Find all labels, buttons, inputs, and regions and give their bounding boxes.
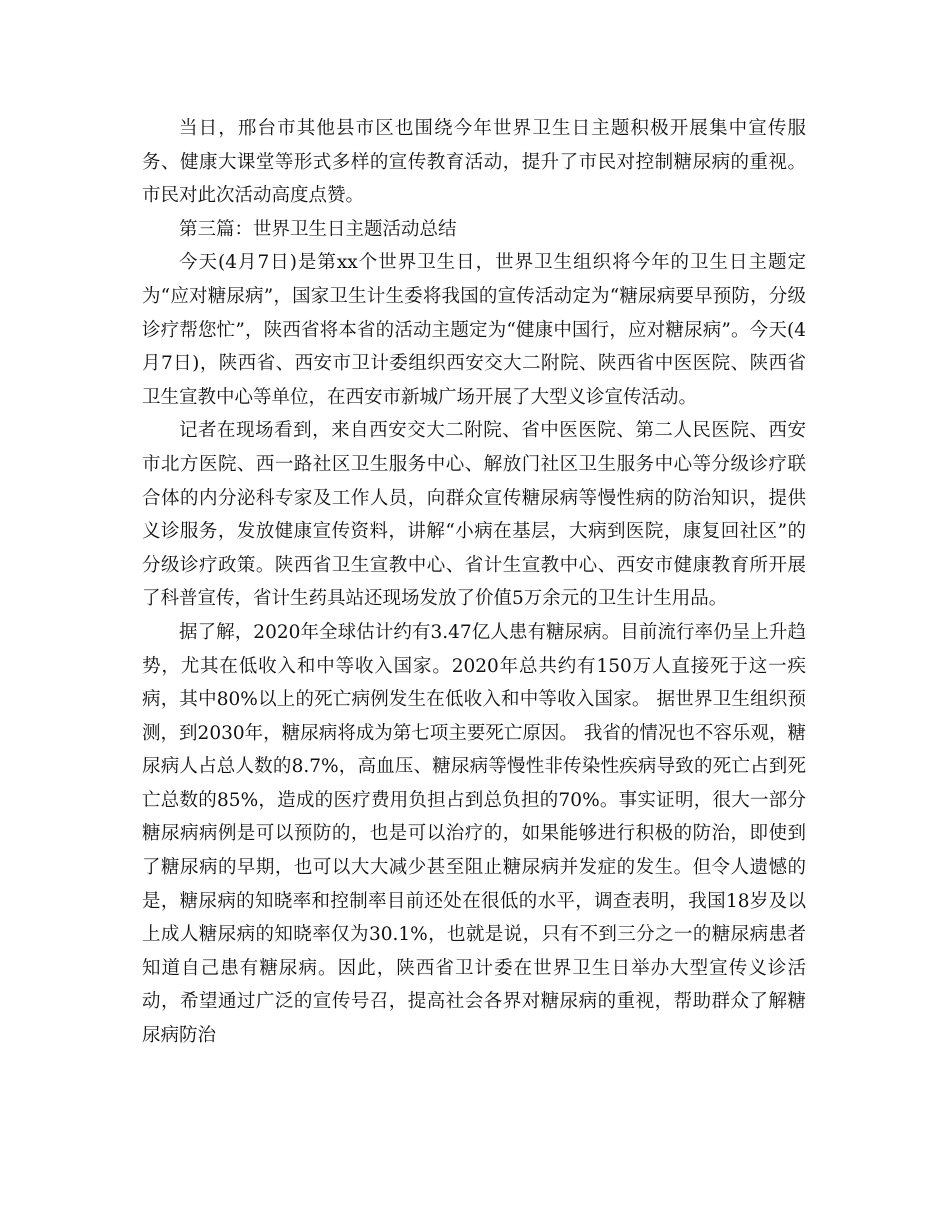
paragraph-statistics: 据了解，2020年全球估计约有3.47亿人患有糖尿病。目前流行率仍呈上升趋势，尤其在低收入和中等收入国家。2020年总共约有150万人直接死于这一疾病，其中80%以上的死亡病例发生在低收入和中等收入国家。 据世界卫生组织预测，到2030年，糖尿病将成为第七项主要死亡原因。 我省的情况也不容乐观，糖尿病人占总人数的8.7%，高血压、糖尿病等慢性非传染性疾病导致的死亡占到死亡总数的85%，造成的医疗费用负担占到总负担的70%。事实证明，很大一部分糖尿病病例是可以预防的，也是可以治疗的，如果能够进行积极的防治，即使到了糖尿病的早期，也可以大大减少甚至阻止糖尿病并发症的发生。但令人遗憾的是，糖尿病的知晓率和控制率目前还处在很低的水平，调查表明，我国18岁及以上成人糖尿病的知晓率仅为30.1%，也就是说，只有不到三分之一的糖尿病患者知道自己患有糖尿病。因此，陕西省卫计委在世界卫生日举办大型宣传义诊活动，希望通过广泛的宣传号召，提高社会各界对糖尿病的重视，帮助群众了解糖尿病防治 <box>142 621 806 1047</box>
paragraph-report: 记者在现场看到，来自西安交大二附院、省中医医院、第二人民医院、西安市北方医院、西一路社区卫生服务中心、解放门社区卫生服务中心等分级诊疗联合体的内分泌科专家及工作人员，向群众宣传糖尿病等慢性病的防治知识，提供义诊服务，发放健康宣传资料，讲解“小病在基层，大病到医院，康复回社区”的分级诊疗政策。陕西省卫生宣教中心、省计生宣教中心、西安市健康教育所开展了科普宣传，省计生药具站还现场发放了价值5万余元的卫生计生用品。 <box>142 420 806 610</box>
document-body <box>142 112 806 1053</box>
section-heading: 第三篇：世界卫生日主题活动总结 <box>179 218 457 240</box>
paragraph-continuation: 当日，邢台市其他县市区也围绕今年世界卫生日主题积极开展集中宣传服务、健康大课堂等形式多样的宣传教育活动，提升了市民对控制糖尿病的重视。市民对此次活动高度点赞。 <box>142 118 806 207</box>
paragraph-intro: 今天(4月7日)是第xx个世界卫生日，世界卫生组织将今年的卫生日主题定为“应对糖尿病”，国家卫生计生委将我国的宣传活动定为“糖尿病要早预防，分级诊疗帮您忙”，陕西省将本省的活动主题定为“健康中国行，应对糖尿病”。今天(4月7日)，陕西省、西安市卫计委组织西安交大二附院、陕西省中医医院、陕西省卫生宣教中心等单位，在西安市新城广场开展了大型义诊宣传活动。 <box>142 252 806 408</box>
